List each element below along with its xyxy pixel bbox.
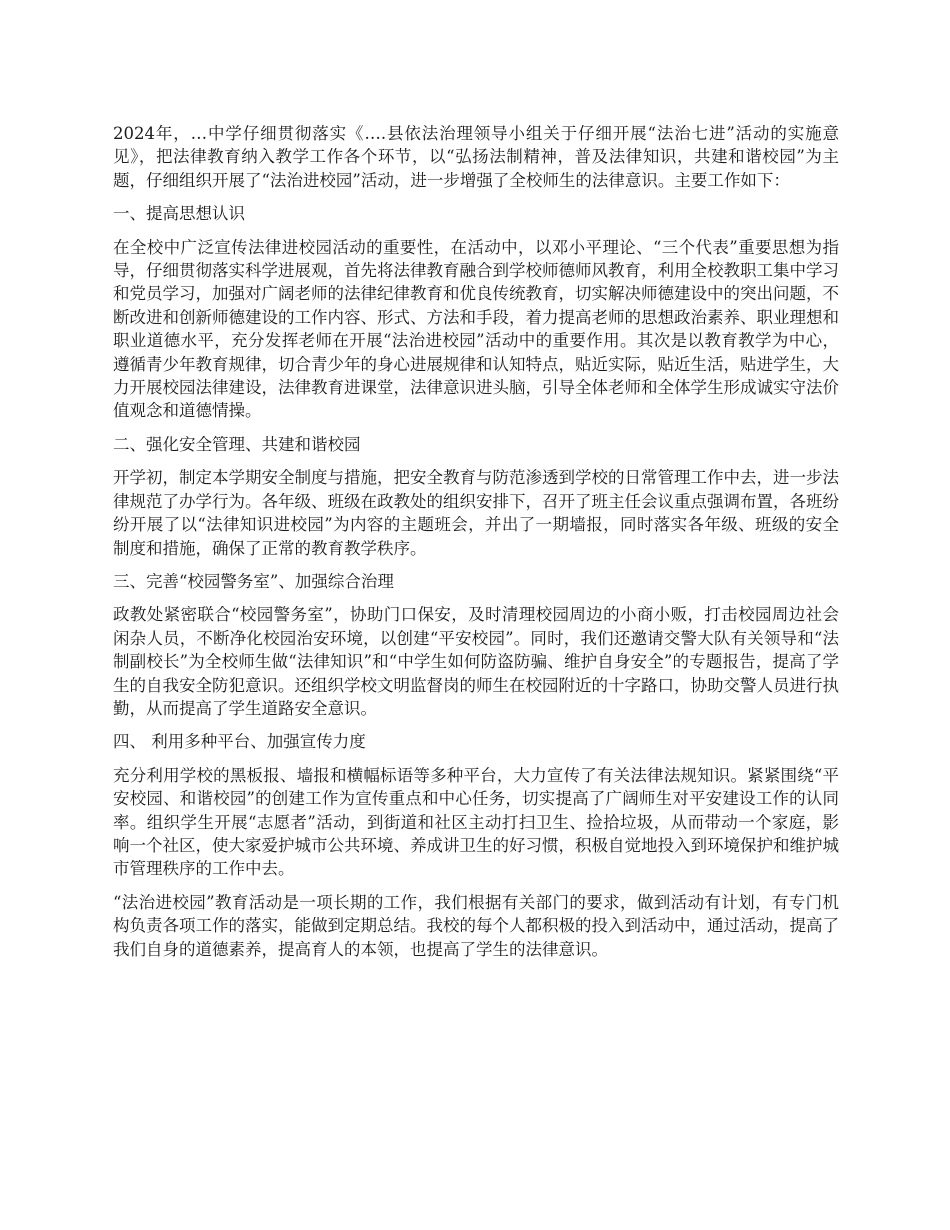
document-page <box>113 122 839 971</box>
section-heading-3: 三、完善“校园警务室”、加强综合治理 <box>113 571 394 591</box>
section-body-4: 充分利用学校的黑板报、墙报和横幅标语等多种平台，大力宣传了有关法律法规知识。紧紧围绕“平安校园、和谐校园”的创建工作为宣传重点和中心任务，切实提高了广阔师生对平安建设工作的认同率。组织学生开展“志愿者”活动，到街道和社区主动打扫卫生、捡拾垃圾，从而带动一个家庭，影响一个社区，使大家爱护城市公共环境、养成讲卫生的好习惯，积极自觉地投入到环境保护和维护城市管理秩序的工作中去。 <box>113 765 839 879</box>
intro-paragraph: 2024年，…中学仔细贯彻落实《….县依法治理领导小组关于仔细开展“法治七进”活动的实施意见》，把法律教育纳入教学工作各个环节，以“弘扬法制精神，普及法律知识，共建和谐校园”为主题，仔细组织开展了“法治进校园”活动，进一步增强了全校师生的法律意识。主要工作如下： <box>113 124 839 190</box>
section-heading-1: 一、提高思想认识 <box>113 204 245 224</box>
section-body-1: 在全校中广泛宣传法律进校园活动的重要性，在活动中，以邓小平理论、“三个代表”重要思想为指导，仔细贯彻落实科学进展观，首先将法律教育融合到学校师德师风教育，利用全校教职工集中学习和党员学习，加强对广阔老师的法律纪律教育和优良传统教育，切实解决师德建设中的突出问题，不断改进和创新师德建设的工作内容、形式、方法和手段，着力提高老师的思想政治素养、职业理想和职业道德水平，充分发挥老师在开展“法治进校园”活动中的重要作用。其次是以教育教学为中心，遵循青少年教育规律，切合青少年的身心进展规律和认知特点，贴近实际，贴近生活，贴进学生，大力开展校园法律建设，法律教育进课堂，法律意识进头脑，引导全体老师和全体学生形成诚实守法价值观念和道德情操。 <box>113 237 839 421</box>
section-heading-4: 四、 利用多种平台、加强宣传力度 <box>113 732 366 752</box>
section-heading-2: 二、强化安全管理、共建和谐校园 <box>113 434 361 454</box>
section-body-2: 开学初，制定本学期安全制度与措施，把安全教育与防范渗透到学校的日常管理工作中去，进一步法律规范了办学行为。各年级、班级在政教处的组织安排下，召开了班主任会议重点强调布置，各班纷纷开展了以“法律知识进校园”为内容的主题班会，并出了一期墙报，同时落实各年级、班级的安全制度和措施，确保了正常的教育教学秩序。 <box>113 468 839 558</box>
conclusion-paragraph: “法治进校园”教育活动是一项长期的工作，我们根据有关部门的要求，做到活动有计划，有专门机构负责各项工作的落实，能做到定期总结。我校的每个人都积极的投入到活动中，通过活动，提高了我们自身的道德素养，提高育人的本领，也提高了学生的法律意识。 <box>113 892 839 959</box>
section-body-3: 政教处紧密联合“校园警务室”，协助门口保安，及时清理校园周边的小商小贩，打击校园周边社会闲杂人员，不断净化校园治安环境，以创建“平安校园”。同时，我们还邀请交警大队有关领导和“法制副校长”为全校师生做“法律知识”和“中学生如何防盗防骗、维护自身安全”的专题报告，提高了学生的自我安全防犯意识。还组织学校文明监督岗的师生在校园附近的十字路口，协助交警人员进行执勤，从而提高了学生道路安全意识。 <box>113 605 839 718</box>
